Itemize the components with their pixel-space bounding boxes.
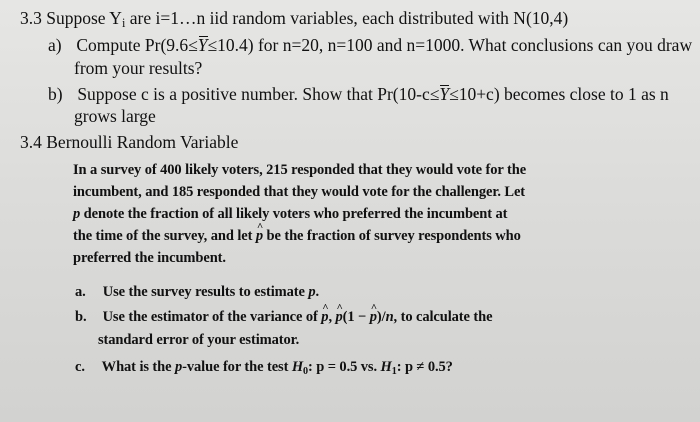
text: , xyxy=(328,309,336,325)
y-bar-symbol: Y xyxy=(197,35,208,55)
part-label: b) xyxy=(48,84,63,104)
text: 3.3 Suppose Y xyxy=(20,8,122,28)
problem-3-3-statement xyxy=(20,7,568,34)
p-hat-symbol: p ^ xyxy=(336,307,343,328)
variable-p: p xyxy=(308,284,316,300)
paragraph-line-4 xyxy=(73,226,521,247)
text: )/ xyxy=(376,309,386,325)
heading-text: 3.4 Bernoulli Random Variable xyxy=(20,132,239,152)
p-hat-symbol: p ^ xyxy=(256,226,263,247)
part-label: a) xyxy=(48,35,62,55)
less-equal-symbol: ≤ xyxy=(188,35,198,55)
variable-p: p xyxy=(175,359,183,375)
text: denote the fraction of all likely voters who preferred the incumbent at xyxy=(80,206,508,222)
paragraph-line-2 xyxy=(73,182,525,203)
subscript: 1 xyxy=(391,366,397,377)
paragraph-line-1 xyxy=(73,160,526,181)
text: . xyxy=(315,284,320,300)
item-label: c. xyxy=(75,359,85,375)
text: Use the survey results to estimate xyxy=(102,284,309,300)
variable-h: H xyxy=(380,359,392,375)
text: standard error of your estimator. xyxy=(98,332,300,348)
text: (1 − xyxy=(342,309,370,325)
text: grows large xyxy=(74,106,156,126)
problem-3-3-part-b-cont xyxy=(74,105,156,127)
p-hat-symbol: p ^ xyxy=(321,307,328,328)
text: are i=1…n iid random variables, each distributed with N(10,4) xyxy=(125,8,569,28)
variable-h: H xyxy=(291,359,304,375)
text: the time of the survey, and let xyxy=(73,228,256,244)
less-equal-symbol: ≤ xyxy=(429,84,440,104)
problem-3-3-part-a xyxy=(48,34,692,56)
text: from your results? xyxy=(74,58,203,78)
text: incumbent, and 185 responded that they would vote for the challenger. Let xyxy=(73,184,526,200)
y-bar-symbol: Y xyxy=(439,84,450,104)
text: , to calculate the xyxy=(393,309,493,325)
item-label: b. xyxy=(75,309,87,325)
text: be the fraction of survey respondents who xyxy=(263,228,521,244)
text: preferred the incumbent. xyxy=(73,250,226,266)
subscript: i xyxy=(121,16,126,30)
problem-3-4-item-a xyxy=(75,282,319,303)
text: : p = 0.5 vs. xyxy=(308,359,381,375)
problem-3-3-part-b xyxy=(48,83,669,105)
text: 10+c) becomes close to 1 as n xyxy=(458,84,669,104)
text: Use the estimator of the variance of xyxy=(102,309,322,325)
problem-3-3-part-a-cont xyxy=(74,57,202,79)
p-hat-symbol: p ^ xyxy=(370,307,377,328)
text: Compute Pr(9.6 xyxy=(76,35,189,55)
variable-p: p xyxy=(73,206,81,222)
paragraph-line-3 xyxy=(73,204,507,225)
text: : p ≠ 0.5? xyxy=(396,359,453,375)
item-label: a. xyxy=(75,284,86,300)
less-equal-symbol: ≤ xyxy=(449,84,459,104)
text: Suppose c is a positive number. Show that Pr(10-c xyxy=(77,84,430,104)
variable-n: n xyxy=(385,309,394,325)
problem-3-4-item-b xyxy=(75,307,492,328)
problem-3-4-item-b-cont xyxy=(98,330,299,351)
less-equal-symbol: ≤ xyxy=(207,35,218,55)
paragraph-line-5 xyxy=(73,248,226,269)
text: What is the xyxy=(101,359,175,375)
text: In a survey of 400 likely voters, 215 responded that they would vote for the xyxy=(73,162,527,178)
problem-3-4-item-c xyxy=(75,357,453,382)
section-3-4-heading xyxy=(20,131,238,153)
text: 10.4) for n=20, n=100 and n=1000. What conclusions can you draw xyxy=(217,35,693,55)
text: -value for the test xyxy=(182,359,292,375)
subscript: 0 xyxy=(303,366,308,377)
